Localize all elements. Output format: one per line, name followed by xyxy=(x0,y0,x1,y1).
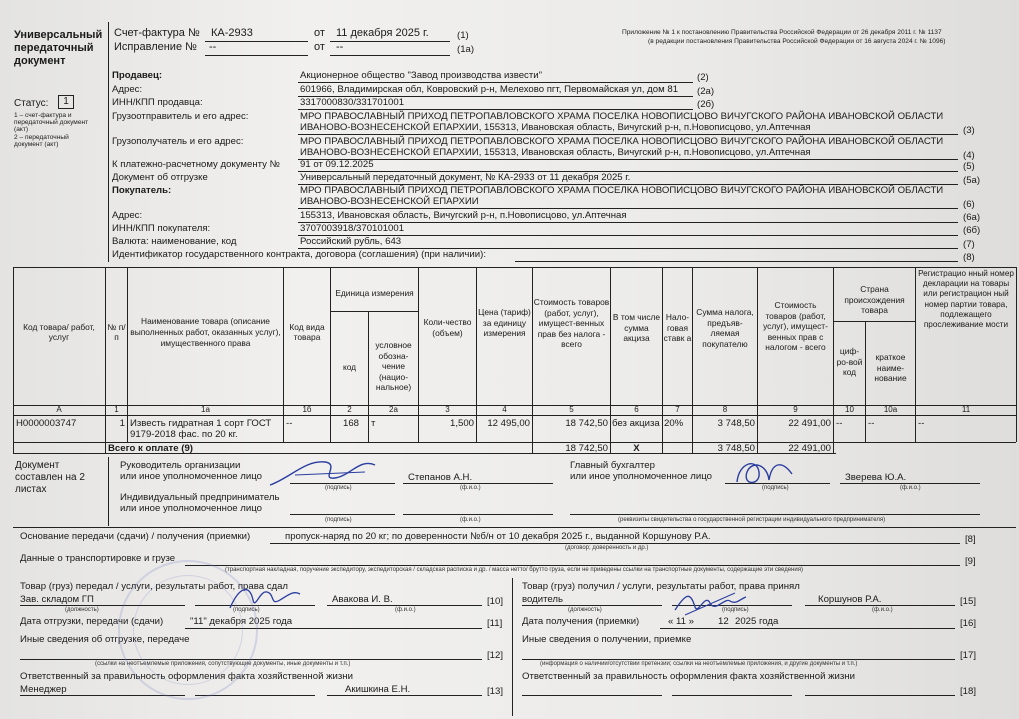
address-value: 601966, Владимирская обл, Ковровский р-н, Мелехово пгт, Первомайская ул, дом 81 xyxy=(300,84,679,95)
currency-label: Валюта: наименование, код xyxy=(112,236,237,247)
buyer-label: Покупатель: xyxy=(112,185,172,196)
line-6: (6) xyxy=(963,199,975,210)
line-2: (2) xyxy=(697,72,709,83)
cell-code: H0000003747 xyxy=(16,418,77,429)
th-excise: В том числе сумма акциза xyxy=(612,312,661,343)
colnum-1: 1 xyxy=(114,405,119,414)
transport-label: Данные о транспортировке и грузе xyxy=(20,553,176,564)
th-country-code: циф-ро-вой код xyxy=(836,346,863,377)
cell-kind: -- xyxy=(286,418,293,429)
line-2b: (2б) xyxy=(697,99,715,110)
line-12: [12] xyxy=(487,650,504,661)
line-9: [9] xyxy=(965,556,976,567)
seller-value: Акционерное общество "Завод производства извести" xyxy=(300,70,542,81)
colnum-10: 10 xyxy=(845,405,854,414)
colnum-2a: 2а xyxy=(389,405,398,414)
th-unit-name: условное обозна-чение (нацио-нальное) xyxy=(375,340,412,392)
head-label-1: Руководитель организации xyxy=(120,460,241,471)
currency-value: Российский рубль, 643 xyxy=(300,236,402,247)
ip-cert-hint: (реквизиты свидетельства о государственной регистрации индивидуального предпринимателя) xyxy=(618,517,886,523)
right-date-month: 12 xyxy=(718,616,729,627)
consignee-value-1: МРО ПРАВОСЛАВНЫЙ ПРИХОД ПЕТРОПАВЛОВСКОГО ХРАМА ПОСЕЛКА НОВОПИСЦОВО ВИЧУГСКОГО РАЙОНА ИВАНОВСКОЙ ОБЛАСТИ xyxy=(300,136,944,147)
total-cost: 18 742,50 xyxy=(565,443,608,454)
invoice-from: от xyxy=(314,27,325,39)
cell-country-code: -- xyxy=(836,418,843,429)
cell-name-1: Известь гидратная 1 сорт ГОСТ xyxy=(130,418,272,429)
status-value: 1 xyxy=(58,95,74,109)
total-total: 22 491,00 xyxy=(788,443,831,454)
right-position: водитель xyxy=(522,594,563,605)
th-kind: Код вида товара xyxy=(289,322,325,342)
left-pos-hint: (должность) xyxy=(65,607,99,613)
colnum-1a: 1а xyxy=(201,405,210,414)
colnum-2: 2 xyxy=(347,405,352,414)
accountant-name: Зверева Ю.А. xyxy=(845,472,907,483)
th-name: Наименование товара (описание выполненных работ, оказанных услуг), имущественного права xyxy=(130,316,281,348)
ip-sig-hint: (подпись) xyxy=(325,517,352,523)
cell-qty: 1,500 xyxy=(449,418,474,429)
line-6b: (6б) xyxy=(963,225,981,236)
line-15: [15] xyxy=(960,596,977,607)
line-8b: [8] xyxy=(965,534,976,545)
colnum-6: 6 xyxy=(634,405,639,414)
colnum-a: А xyxy=(56,405,62,414)
head-sig-hint: (подпись) xyxy=(325,485,352,491)
signature-accountant-icon xyxy=(727,452,807,497)
th-unit-code: код xyxy=(342,362,357,372)
buyer-inn-label: ИНН/КПП покупателя: xyxy=(112,223,211,234)
th-total: Стоимость товаров (работ, услуг), имущест-венных прав с налогом - всего xyxy=(763,300,828,352)
header-divider xyxy=(108,22,109,262)
line-11: [11] xyxy=(487,618,503,629)
line-1: (1) xyxy=(457,30,469,41)
cell-unit-name: т xyxy=(371,418,376,429)
line-2a: (2а) xyxy=(697,86,715,97)
line-3: (3) xyxy=(963,125,975,136)
transport-hint: (транспортная накладная, поручение экспедитору, экспедиторская / складская расписка и др. / масса нетто/ брутто груза, если не приведены ссылки на транспортные документы, содержащие эти сведения) xyxy=(225,567,803,573)
th-price: Цена (тариф) за единицу измерения xyxy=(478,307,531,338)
right-date-day: « 11 » xyxy=(668,616,694,627)
line-7: (7) xyxy=(963,239,975,250)
line-4: (4) xyxy=(963,150,975,161)
line-17: [17] xyxy=(960,650,977,661)
th-cost: Стоимость товаров (работ, услуг), имущест-венных прав без налога - всего xyxy=(533,297,610,349)
colnum-9: 9 xyxy=(793,405,798,414)
shipdoc-label: Документ об отгрузке xyxy=(112,172,208,183)
appendix-1: Приложение № 1 к постановлению Правительства Российской Федерации от 26 декабря 2011 г. № 1137 xyxy=(622,29,942,36)
left-fio-hint: (ф.и.о.) xyxy=(395,607,416,613)
invoice-date: 11 декабря 2025 г. xyxy=(336,27,429,39)
shipper-value-2: ИВАНОВО-ВОЗНЕСЕНСКОЙ ЕПАРХИИ, 155313, Ивановская область, Вичугский р-н, п.Новописцово, ул.Аптечная xyxy=(300,122,811,133)
line-8: (8) xyxy=(963,252,975,263)
gov-label: Идентификатор государственного контракта, договора (соглашения) (при наличии): xyxy=(112,249,486,260)
colnum-3: 3 xyxy=(445,405,450,414)
colnum-10a: 10а xyxy=(883,405,898,414)
cell-rate: 20% xyxy=(664,418,684,429)
th-country: Страна происхождения товара xyxy=(844,284,905,315)
doc-composed: Документ составлен на 2 листах xyxy=(15,460,85,495)
head-fio-hint: (ф.и.о.) xyxy=(460,485,481,491)
right-sig-hint: (подпись) xyxy=(722,607,749,613)
accountant-sig-hint: (подпись) xyxy=(762,485,789,491)
line-6a: (6а) xyxy=(963,212,981,223)
th-rate: Нало-говая ставк а xyxy=(663,312,692,343)
th-reg: Регистрацио нный номер декларации на товары или регистрацион ный номер партии товара, подлежащего прослеживание мости xyxy=(918,269,1014,330)
payment-value: 91 от 09.12.2025 xyxy=(300,159,374,170)
correction-from: от xyxy=(314,41,325,53)
left-other-label: Иные сведения об отгрузке, передаче xyxy=(20,634,190,645)
line-13: [13] xyxy=(487,686,504,697)
buyer-addr-value: 155313, Ивановская область, Вичугский р-н, п.Новописцово, ул.Аптечная xyxy=(300,210,627,221)
left-resp-position: Менеджер xyxy=(20,684,67,695)
correction-date: -- xyxy=(336,41,344,53)
entrepreneur-label-1: Индивидуальный предприниматель xyxy=(120,492,280,503)
left-date-value: "11" декабря 2025 года xyxy=(190,616,293,627)
correction-number: -- xyxy=(209,41,217,53)
signature-right-icon xyxy=(670,585,750,620)
line-18: [18] xyxy=(960,686,977,697)
right-date-label: Дата получения (приемки) xyxy=(522,616,640,627)
th-code: Код товара/ работ, услуг xyxy=(23,322,95,342)
right-other-hint: (информация о наличии/отсутствии претензии; ссылки на неотъемлемые приложения, и другие документы и т.п.) xyxy=(540,661,858,667)
colnum-11: 11 xyxy=(961,405,971,414)
left-resp-name: Акишкина Е.Н. xyxy=(345,684,411,695)
head-name: Степанов А.Н. xyxy=(408,472,473,483)
cell-name-2: 9179-2018 фас. по 20 кг. xyxy=(130,429,238,440)
entrepreneur-label-2: или иное уполномоченное лицо xyxy=(120,503,262,514)
th-unit: Единица измерения xyxy=(335,288,414,298)
line-5a: (5а) xyxy=(963,175,981,186)
total-label: Всего к оплате (9) xyxy=(108,443,193,454)
th-qty: Коли-чество (объем) xyxy=(423,317,472,338)
ip-fio-hint: (ф.и.о.) xyxy=(460,517,481,523)
inn-value: 3317000830/331701001 xyxy=(300,97,405,108)
colnum-1b: 1б xyxy=(302,405,312,414)
buyer-value-1: МРО ПРАВОСЛАВНЫЙ ПРИХОД ПЕТРОПАВЛОВСКОГО ХРАМА ПОСЕЛКА НОВОПИСЦОВО ВИЧУГСКОГО РАЙОНА ИВАНОВСКОЙ ОБЛАСТИ xyxy=(300,185,944,196)
buyer-value-2: ИВАНОВО-ВОЗНЕСЕНСКОЙ ЕПАРХИИ xyxy=(300,196,479,207)
status-note: 1 – счет-фактура и передаточный документ (акт) 2 – передаточный документ (акт) xyxy=(14,112,89,148)
th-tax: Сумма налога, предъяв-ляемая покупателю xyxy=(696,307,754,349)
total-excise: X xyxy=(633,443,640,454)
basis-value: пропуск-наряд по 20 кг; по доверенности №б/н от 10 декабря 2025 г., выданной Коршунову Р.А. xyxy=(285,531,711,542)
right-fio-hint: (ф.и.о.) xyxy=(872,607,893,613)
left-position: Зав. складом ГП xyxy=(20,594,94,605)
left-name: Авакова И. В. xyxy=(332,594,393,605)
appendix-2: (в редакции постановления Правительства Российской Федерации от 16 августа 2024 г. № 1096) xyxy=(648,38,946,45)
line-16: [16] xyxy=(960,618,977,629)
cell-unit-code: 168 xyxy=(343,418,360,429)
shipdoc-value: Универсальный передаточный документ, № КА-2933 от 11 декабря 2025 г. xyxy=(300,172,631,183)
shipper-value-1: МРО ПРАВОСЛАВНЫЙ ПРИХОД ПЕТРОПАВЛОВСКОГО ХРАМА ПОСЕЛКА НОВОПИСЦОВО ВИЧУГСКОГО РАЙОНА ИВАНОВСКОЙ ОБЛАСТИ xyxy=(300,111,944,122)
basis-label: Основание передачи (сдачи) / получения (приемки) xyxy=(20,531,251,542)
cell-reg: -- xyxy=(918,418,925,429)
consignee-label: Грузополучатель и его адрес: xyxy=(112,136,244,147)
line-10: [10] xyxy=(487,596,504,607)
colnum-4: 4 xyxy=(502,405,507,414)
right-name: Коршунов Р.А. xyxy=(818,594,882,605)
head-label-2: или иное уполномоченное лицо xyxy=(120,471,262,482)
accountant-label-2: или иное уполномоченное лицо xyxy=(570,471,712,482)
cell-cost: 18 742,50 xyxy=(565,418,608,429)
accountant-fio-hint: (ф.и.о.) xyxy=(900,485,921,491)
right-title: Товар (груз) получил / услуги, результаты работ, права принял xyxy=(522,581,800,592)
seller-label: Продавец: xyxy=(112,70,163,81)
right-other-label: Иные сведения о получении, приемке xyxy=(522,634,692,645)
colnum-5: 5 xyxy=(569,405,574,414)
left-title: Товар (груз) передал / услуги, результаты работ, права сдал xyxy=(20,581,289,592)
invoice-label: Счет-фактура № xyxy=(114,27,200,39)
left-date-label: Дата отгрузки, передачи (сдачи) xyxy=(20,616,164,627)
line-5: (5) xyxy=(963,161,975,172)
buyer-inn-value: 3707003918/370101001 xyxy=(300,223,405,234)
buyer-addr-label: Адрес: xyxy=(112,210,143,221)
total-tax: 3 748,50 xyxy=(717,443,755,454)
status-label: Статус: xyxy=(14,98,49,109)
cell-total: 22 491,00 xyxy=(788,418,831,429)
right-pos-hint: (должность) xyxy=(568,607,602,613)
accountant-label-1: Главный бухгалтер xyxy=(570,460,655,471)
colnum-7: 7 xyxy=(675,405,680,414)
right-date-year: 2025 года xyxy=(735,616,779,627)
cell-country-name: -- xyxy=(868,418,875,429)
left-resp-label: Ответственный за правильность оформления факта хозяйственной жизни xyxy=(20,671,353,682)
inn-label: ИНН/КПП продавца: xyxy=(112,97,203,108)
signature-head-icon xyxy=(265,450,385,495)
basis-hint: (договор; доверенность и др.) xyxy=(565,545,649,551)
right-resp-label: Ответственный за правильность оформления факта хозяйственной жизни xyxy=(522,671,855,682)
consignee-value-2: ИВАНОВО-ВОЗНЕСЕНСКОЙ ЕПАРХИИ, 155313, Ивановская область, Вичугский р-н, п.Новописцово, ул.Аптечная xyxy=(300,147,811,158)
correction-label: Исправление № xyxy=(114,41,197,53)
th-country-name: краткое наиме-нование xyxy=(874,352,907,383)
left-sig-hint: (подпись) xyxy=(233,607,260,613)
left-other-hint: (ссылки на неотъемлемые приложения, сопутствующие документы, иные документы и т.п.) xyxy=(95,661,351,667)
doc-title: Универсальный передаточный документ xyxy=(14,29,103,67)
cell-tax: 3 748,50 xyxy=(717,418,755,429)
signature-left-icon xyxy=(225,580,305,615)
colnum-8: 8 xyxy=(722,405,728,414)
payment-label: К платежно-расчетному документу № xyxy=(112,159,280,170)
address-label: Адрес: xyxy=(112,84,143,95)
cell-no: 1 xyxy=(119,418,125,429)
invoice-number: КА-2933 xyxy=(211,27,253,39)
shipper-label: Грузоотправитель и его адрес: xyxy=(112,111,249,122)
line-1a: (1а) xyxy=(457,44,475,55)
th-no: № п/п xyxy=(107,322,126,342)
cell-excise: без акциза xyxy=(612,418,660,429)
cell-price: 12 495,00 xyxy=(487,418,530,429)
